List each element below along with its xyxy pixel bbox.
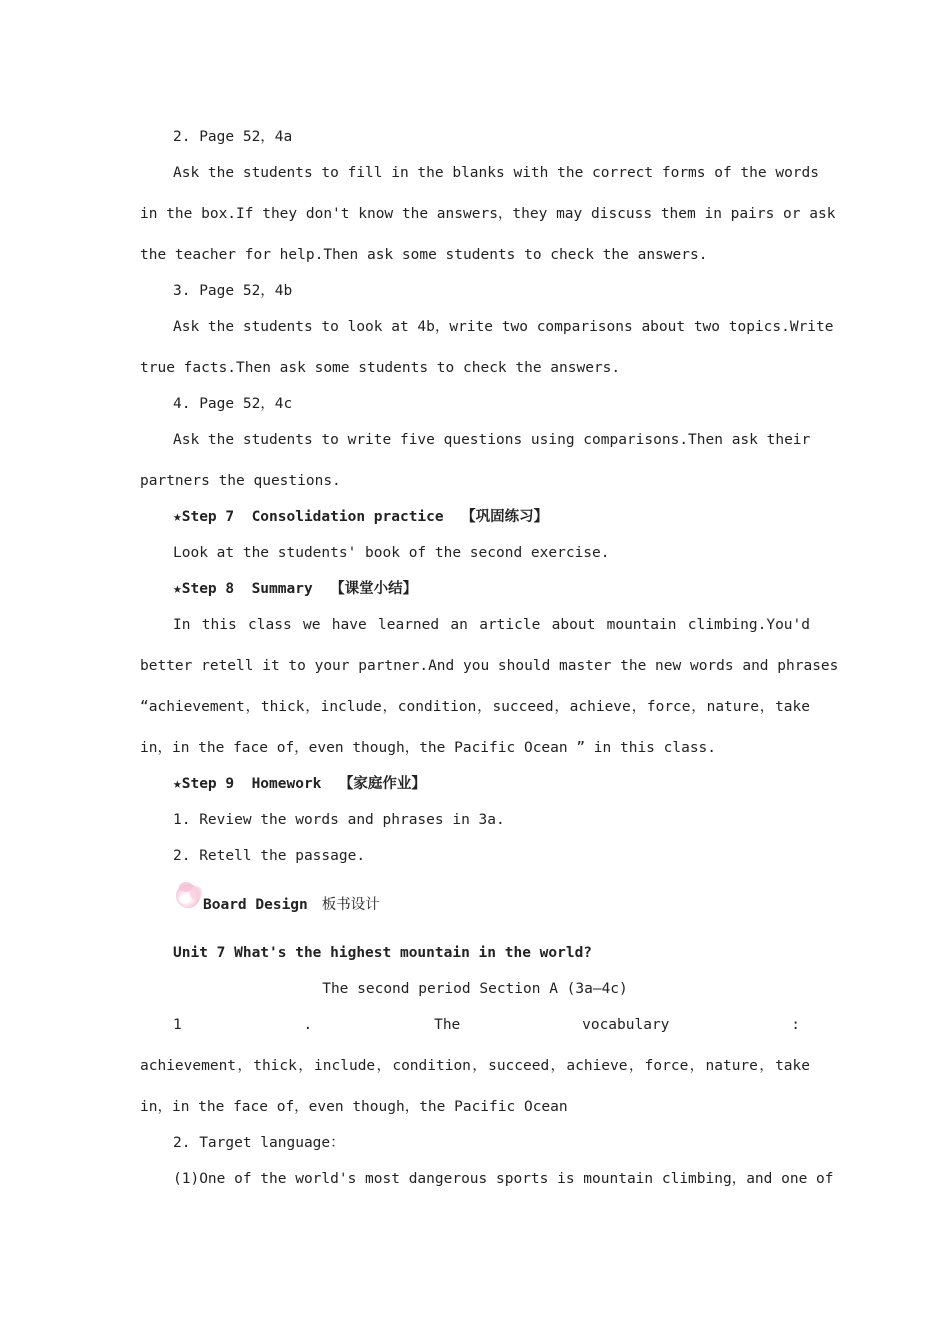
step-7-cn: 【巩固练习】 bbox=[461, 509, 549, 525]
paragraph-line: Ask the students to fill in the blanks with the correct forms of the words bbox=[173, 165, 820, 181]
vocab-dot: . bbox=[303, 1017, 313, 1033]
vocabulary-heading bbox=[173, 1015, 800, 1035]
board-design-title bbox=[203, 895, 380, 915]
step-9-heading bbox=[173, 774, 810, 794]
paragraph-line: better retell it to your partner.And you should master the new words and phrases bbox=[140, 658, 839, 674]
step-8-cn: 【课堂小结】 bbox=[330, 581, 418, 597]
paragraph-line: “achievement，thick，include，condition，succeed，achieve，force，nature，take bbox=[140, 699, 810, 715]
unit-title: Unit 7 What's the highest mountain in the world? bbox=[173, 945, 593, 961]
vocab-number: 1 bbox=[173, 1017, 182, 1033]
target-language-heading: 2. Target language： bbox=[173, 1135, 345, 1151]
step-7-heading bbox=[173, 507, 810, 527]
paragraph-line: Look at the students' book of the second exercise. bbox=[173, 545, 610, 561]
board-design-en: Board Design bbox=[203, 897, 308, 913]
step-item-page52-4c: 4. Page 52，4c bbox=[173, 396, 293, 412]
homework-item: 1. Review the words and phrases in 3a. bbox=[173, 812, 505, 828]
step-9-title: ★Step 9 Homework bbox=[173, 776, 339, 792]
flower-icon bbox=[174, 879, 206, 911]
period-subtitle: The second period Section A (3a—4c) bbox=[322, 981, 628, 997]
vocab-word: vocabulary bbox=[582, 1017, 670, 1033]
vocabulary-list-line: in，in the face of，even though，the Pacific Ocean bbox=[140, 1099, 568, 1115]
board-design-heading bbox=[172, 877, 572, 917]
paragraph-line: in，in the face of，even though，the Pacific Ocean ” in this class. bbox=[140, 740, 717, 756]
step-7-title: ★Step 7 Consolidation practice bbox=[173, 509, 462, 525]
target-language-item: (1)One of the world's most dangerous sports is mountain climbing，and one of bbox=[173, 1171, 834, 1187]
step-item-page52-4a: 2. Page 52，4a bbox=[173, 129, 293, 145]
homework-item: 2. Retell the passage. bbox=[173, 848, 366, 864]
paragraph-line: in the box.If they don't know the answers，they may discuss them in pairs or ask bbox=[140, 206, 836, 222]
step-item-page52-4b: 3. Page 52，4b bbox=[173, 283, 293, 299]
paragraph-line: Ask the students to look at 4b，write two comparisons about two topics.Write bbox=[173, 319, 834, 335]
vocab-colon: : bbox=[791, 1017, 800, 1033]
paragraph-line: Ask the students to write five questions using comparisons.Then ask their bbox=[173, 432, 811, 448]
vocabulary-list-line: achievement，thick，include，condition，succeed，achieve，force，nature，take bbox=[140, 1058, 810, 1074]
vocab-the: The bbox=[434, 1017, 461, 1033]
paragraph-line: In this class we have learned an article about mountain climbing.You'd bbox=[173, 617, 810, 633]
step-9-cn: 【家庭作业】 bbox=[338, 776, 426, 792]
paragraph-line: the teacher for help.Then ask some students to check the answers. bbox=[140, 247, 708, 263]
step-8-title: ★Step 8 Summary bbox=[173, 581, 331, 597]
paragraph-line: true facts.Then ask some students to check the answers. bbox=[140, 360, 621, 376]
paragraph-line: partners the questions. bbox=[140, 473, 341, 489]
board-design-cn: 板书设计 bbox=[321, 897, 380, 913]
step-8-heading bbox=[173, 579, 810, 599]
